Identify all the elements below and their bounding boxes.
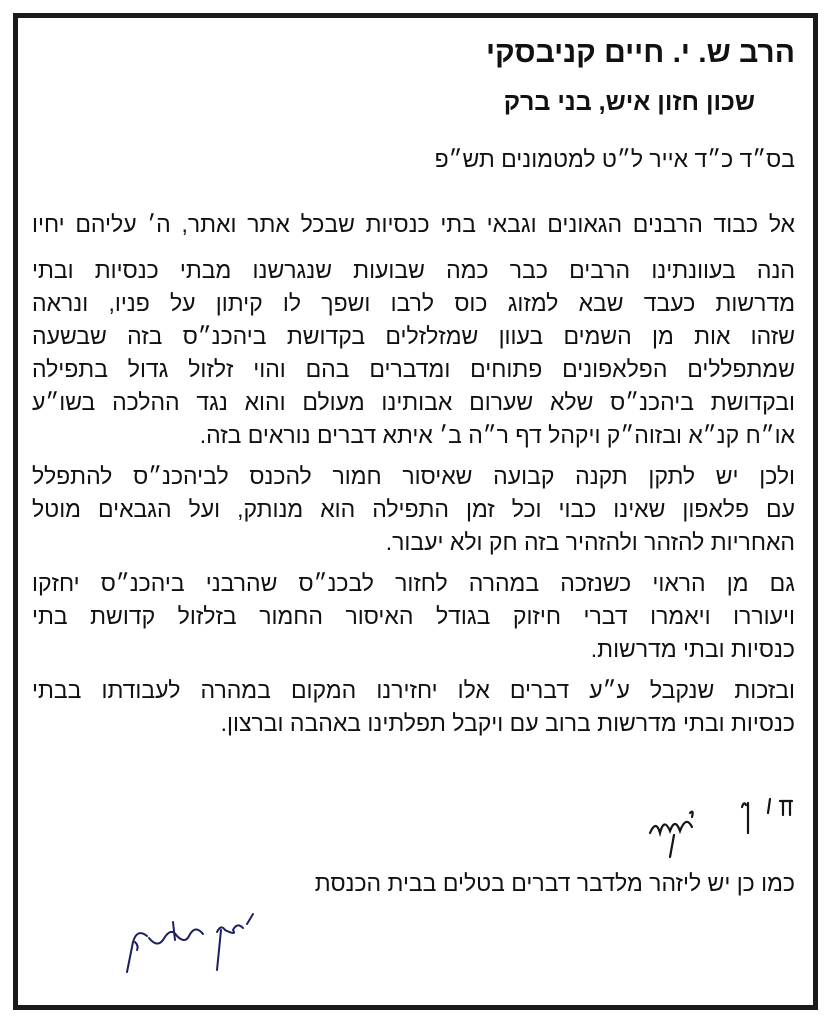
text-line: ולכן יש לתקן תקנה קבועה שאיסור חמור להכנס לביהכנ״ס להתפלל (32, 463, 795, 489)
text-line: או״ח קנ״א ובזוה״ק ויקהל דף ר״ה ב׳ איתא דברים נוראים בזה. (199, 422, 795, 448)
text-line: ויעוררו ויאמרו דברי חיזוק בגודל האיסור החמור בזלזול קדושת בתי (32, 603, 795, 629)
text-line: ובקדושת ביהכנ״ס שלא שערום אבותינו מעולם והוא נגד ההלכה בשו״ע (32, 389, 795, 415)
letterhead-title: הרב ש. י. חיים קניבסקי (485, 36, 795, 69)
closing-note: כמו כן יש ליזהר מלדבר דברים בטלים בבית הכנסת (314, 870, 795, 896)
text-line: מדרשות כעבד שבא למזוג כוס לרבו ושפך לו קיתון על פניו, ונראה (32, 290, 795, 316)
text-line: כנסיות ובתי מדרשות ברוב עם ויקבל תפלתינו באהבה וברצון. (220, 710, 795, 736)
text-line: גם מן הראוי כשנזכה במהרה לחזור לבכנ״ס שהרבני ביהכנ״ס יחזקו (32, 570, 795, 596)
letter-date: בס״ד כ״ד אייר ל״ט למטמונים תש״פ (434, 146, 795, 172)
signature-2 (113, 906, 263, 991)
paragraph (32, 567, 795, 666)
text-line: אל כבוד הרבנים הגאונים וגבאי בתי כנסיות שבכל אתר ואתר, ה׳ עליהם יחיו (32, 211, 795, 237)
text-line: כנסיות ובתי מדרשות. (590, 636, 795, 662)
text-line: עם פלאפון שאינו כבוי וכל זמן התפילה הוא מנותק, ועל הגבאים מוטל (32, 496, 795, 522)
signature-1 (630, 793, 800, 863)
paragraph (32, 254, 795, 452)
text-line: הנה בעוונתינו הרבים כבר כמה שבועות שנגרשנו מבתי כנסיות ובתי (32, 257, 795, 283)
text-line: ובזכות שנקבל ע״ע דברים אלו יחזירנו המקום במהרה לעבודתו בבתי (32, 677, 795, 703)
paragraph (32, 460, 795, 559)
letterhead-address: שכון חזון איש, בני ברק (503, 88, 755, 116)
paragraph (32, 208, 795, 246)
letter-frame (13, 13, 818, 1010)
letter-body (32, 208, 795, 748)
text-line: שזהו אות מן השמים בעוון שמזלזלים בקדושת ביהכנ״ס בזה שבשעה (32, 323, 795, 349)
paragraph (32, 674, 795, 740)
text-line: שמתפללים הפלאפונים פתוחים ומדברים בהם והוי זלזול גדול בתפילה (32, 356, 795, 382)
text-line: האחריות להזהר ולהזהיר בזה חק ולא יעבור. (385, 529, 795, 555)
